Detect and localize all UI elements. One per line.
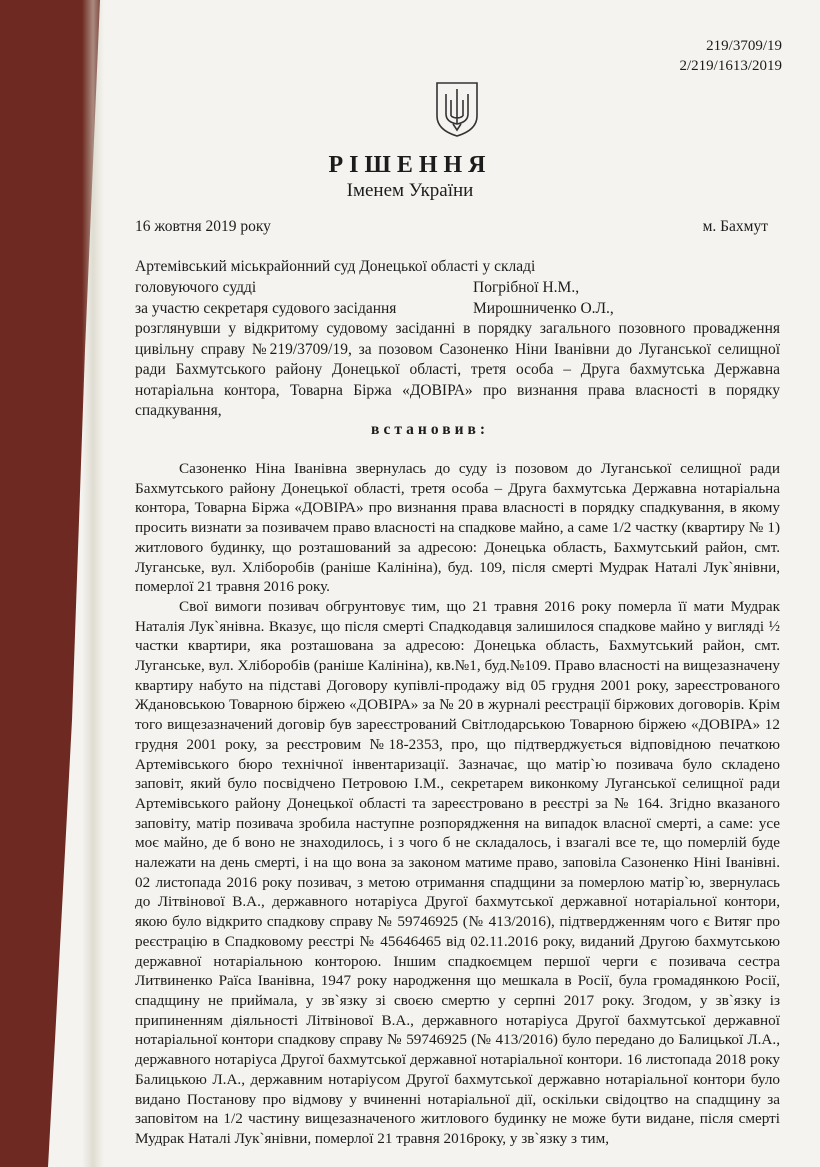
paragraph-1: Сазоненко Ніна Іванівна звернулась до суду із позовом до Луганської селищної ради Бахмутського району Донецької області, третя особа – Друга бахмутська Державна нотаріальна контора, Товарна Біржа «ДОВІРА» про визнання права власності в порядку спадкування, в якому просить визнати за позивачем право власності на спадкове майно, а саме 1/2 частку (квартиру № 1) житлового будинку, що розташований за адресою: Донецька область, Бахмутський район, смт. Луганське, вул. Хліборобів (раніше Калініна), буд. 109, після смерті Мудрак Наталі Лук`янівни, померлої 21 травня 2016 року. (135, 460, 780, 596)
case-number-2: 2/219/1613/2019 (679, 58, 782, 74)
paragraph-2: Свої вимоги позивач обгрунтовує тим, що 21 травня 2016 року померла її мати Мудрак Наталія Лук`янівна. Вказує, що після смерті Спадкодавця залишилося спадкове майно у вигляді ½ частки квартири, яка розташована за адресою: Донецька область, Бахмутський район, смт. Луганське, вул. Хліборобів (раніше Калініна), кв.№1, буд.№109. Право власності на вищезазначену квартиру набуто на підставі Договору купівлі-продажу від 05 грудня 2001 року, зареєстрованого Ждановською Товарною біржею «ДОВІРА» за № 20 в журналі реєстрації біржових договорів. Крім того вищезазначений договір був зареєстрований Світлодарською Товарною біржею «ДОВІРА» 12 грудня 2001 року, за реєстровим №18-2353, про, що підтверджується відповідною печаткою Артемівського бюро технічної інвентаризації. Зазначає, що матір`ю позивача було складено заповіт, який було посвідчено Петровою І.М., секретарем виконкому Луганської селищної ради Артемівського району Донецької області та зареєстровано в реєстрі за № 164. Згідно вказаного заповіту, матір позивача зробила наступне розпорядження на випадок власної смерті, а саме: усе моє майно, де б воно не знаходилось, і з чого б не складалось, і взагалі все те, що померлій буде належати на день смерті, і на що вона за законом матиме право, заповіла Сазоненко Ніні Іванівні. 02 листопада 2016 року позивач, з метою отримання спадщини за померлою матір`ю, звернулась до Літвінової В.А., державного нотаріуса Другої бахмутської державної нотаріальної контори, якою було відкрито спадкову справу № 59746925 (№ 413/2016), підтвердженням чого є Витяг про реєстрацію в Спадковому реєстрі № 45646465 від 02.11.2016 року, виданий Другою бахмутською державної нотаріальною конторою. Іншим спадкоємцем першої черги є позивача сестра Литвиненко Раїса Іванівна, 1947 року народження що мешкала в Росії, була громадянкою Росії, спадщину не приймала, у зв`язку зі своєю смертю у серпні 2017 року. Згодом, у зв`язку із припиненням діяльності Літвінової В.А., державного нотаріуса Другої бахмутської державної нотаріальної контори спадкову справу № 59746925 (№ 413/2016) було передано до Балицької Л.А., державного нотаріуса Другої бахмутської державної нотаріальної контори. 16 листопада 2018 року Балицькою Л.А., державним нотаріусом Другої бахмутської державно нотаріальної контори було видано Постанову про відмову у вчиненні нотаріальної дії, оскільки свідоцтво на спадщину за заповітом на 1/2 частину вищезазначеного житлового будинку не може бути видане, після смерті Мудрак Наталі Лук`янівни, померлої 21 травня 2016року, у зв`язку з тим, (135, 597, 780, 1147)
judge-label: головуючого судді (135, 279, 257, 296)
secretary-label: за участю секретаря судового засідання (135, 300, 397, 317)
judge-name: Погрібної Н.М., (473, 279, 580, 296)
decision-date: 16 жовтня 2019 року (135, 218, 271, 235)
decision-city: м. Бахмут (702, 218, 768, 235)
case-number-1: 219/3709/19 (706, 38, 782, 54)
case-numbers (679, 36, 782, 76)
secretary-name: Мирошниченко О.Л., (473, 300, 614, 317)
established-heading: встановив: (370, 421, 490, 438)
intro-paragraph: розглянувши у відкритому судовому засіданні в порядку загального позовного провадження цивільну справу №219/3709/19, за позовом Сазоненко Ніни Іванівни до Луганської селищної ради Бахмутського району Донецької області, третя особа – Друга бахмутська Державна нотаріальна контора, Товарна Біржа «ДОВІРА» про визнання права власності в порядку спадкування, (135, 320, 780, 419)
court-composition (135, 256, 775, 319)
document-subtitle: Іменем України (346, 180, 474, 201)
document-title: РІШЕННЯ (328, 152, 492, 178)
body-text (135, 459, 780, 1149)
court-line: Артемівський міськрайонний суд Донецької області у складі (135, 258, 536, 275)
trident-icon (433, 80, 481, 138)
